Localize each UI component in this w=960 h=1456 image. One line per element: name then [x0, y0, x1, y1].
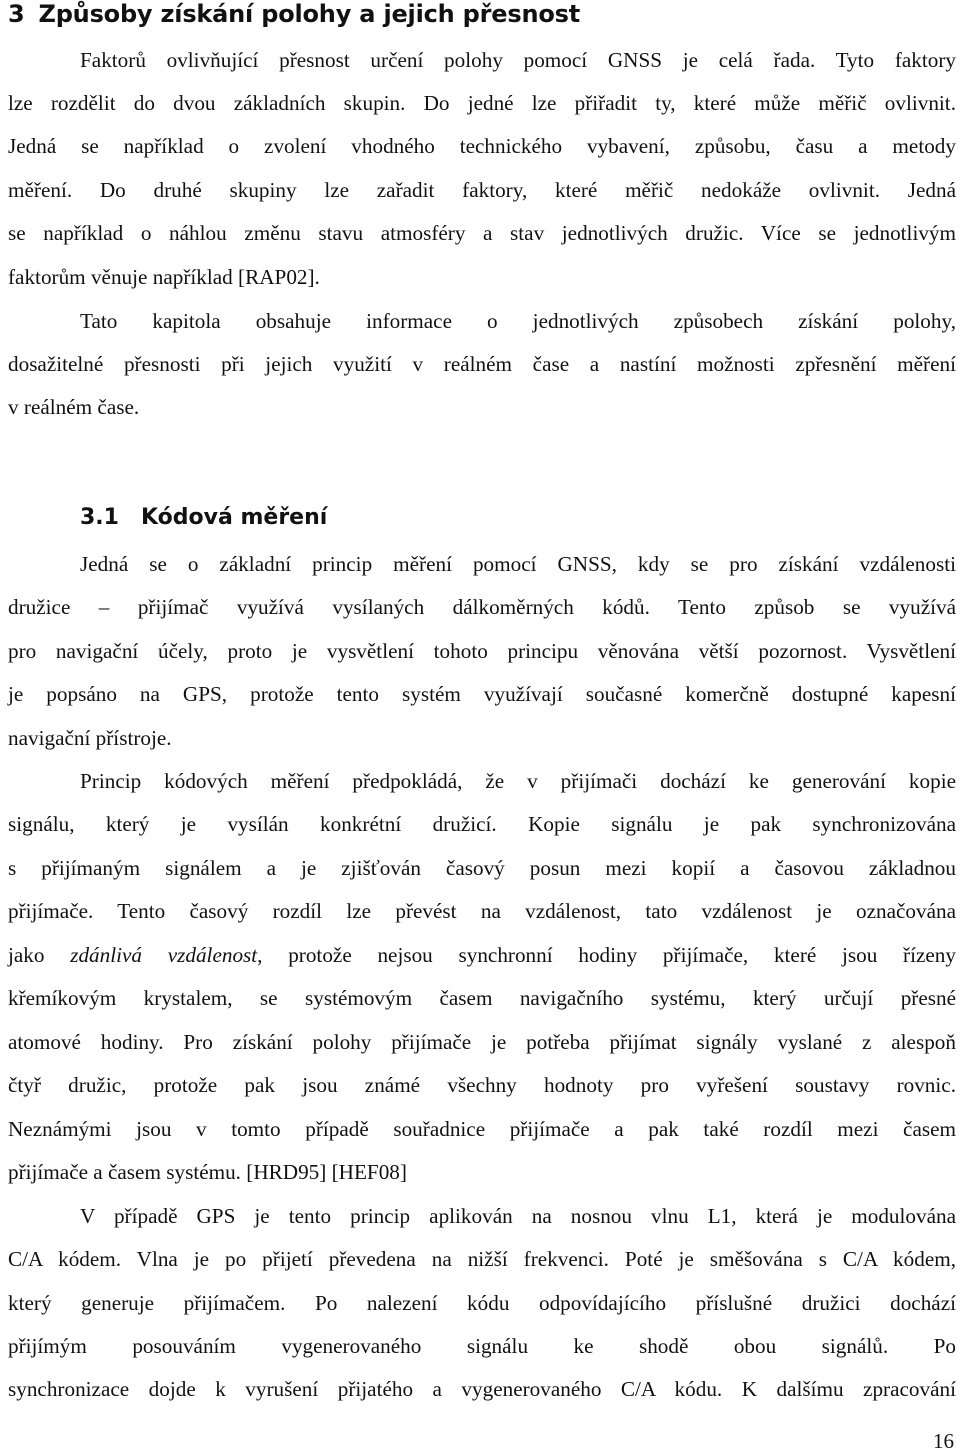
- text-line: křemíkovým krystalem, se systémovým časem navigačního systému, který určují přesné: [8, 986, 956, 1010]
- italic-term: zdánlivá vzdálenost: [70, 943, 258, 967]
- text-line: Jedná se například o zvolení vhodného technického vybavení, způsobu, času a metody: [8, 134, 956, 158]
- text-line: signálu, který je vysílán konkrétní družicí. Kopie signálu je pak synchronizována: [8, 812, 956, 836]
- text-line: Jedná se o základní princip měření pomocí GNSS, kdy se pro získání vzdálenosti: [80, 552, 956, 576]
- text-line: Faktorů ovlivňující přesnost určení polohy pomocí GNSS je celá řada. Tyto faktory: [80, 48, 956, 72]
- text-run: jako: [8, 943, 71, 967]
- text-line: s přijímaným signálem a je zjišťován časový posun mezi kopií a časovou základnou: [8, 856, 956, 880]
- text-line: družice – přijímač využívá vysílaných dálkoměrných kódů. Tento způsob se využívá: [8, 595, 956, 619]
- text-line: faktorům věnuje například [RAP02].: [8, 265, 320, 289]
- text-line: čtyř družic, protože pak jsou známé všechny hodnoty pro vyřešení soustavy rovnic.: [8, 1073, 956, 1097]
- text-line: přijímým posouváním vygenerovaného signálu ke shodě obou signálů. Po: [8, 1334, 956, 1358]
- text-line: je popsáno na GPS, protože tento systém využívají současné komerčně dostupné kapesní: [8, 682, 956, 706]
- text-line: pro navigační účely, proto je vysvětlení tohoto principu věnována větší pozornost. Vysvětlení: [8, 639, 956, 663]
- text-line: přijímače. Tento časový rozdíl lze převést na vzdálenost, tato vzdálenost je označována: [8, 899, 956, 923]
- section-title: Kódová měření: [140, 505, 328, 530]
- text-line: měření. Do druhé skupiny lze zařadit faktory, které měřič nedokáže ovlivnit. Jedná: [8, 178, 956, 202]
- text-line: v reálném čase.: [8, 395, 140, 419]
- chapter-title: Způsoby získání polohy a jejich přesnost: [38, 0, 580, 28]
- section-number: 3.1: [80, 505, 119, 530]
- text-line: lze rozdělit do dvou základních skupin. Do jedné lze přiřadit ty, které může měřič ovlivnit.: [8, 91, 956, 115]
- text-line: Neznámými jsou v tomto případě souřadnice přijímače a pak také rozdíl mezi časem: [8, 1117, 956, 1141]
- text-line: přijímače a časem systému. [HRD95] [HEF08]: [8, 1160, 407, 1184]
- text-line: V případě GPS je tento princip aplikován na nosnou vlnu L1, která je modulována: [80, 1204, 956, 1228]
- page-number: 16: [933, 1429, 954, 1453]
- text-line: synchronizace dojde k vyrušení přijatého a vygenerovaného C/A kódu. K dalšímu zpracování: [8, 1377, 956, 1401]
- text-line: který generuje přijímačem. Po nalezení kódu odpovídajícího příslušné družici dochází: [8, 1291, 956, 1315]
- text-line: dosažitelné přesnosti při jejich využití v reálném čase a nastíní možnosti zpřesnění měření: [8, 352, 956, 376]
- text-line-with-italic: [8, 940, 956, 970]
- text-line: Tato kapitola obsahuje informace o jednotlivých způsobech získání polohy,: [80, 309, 956, 333]
- text-line: C/A kódem. Vlna je po přijetí převedena na nižší frekvenci. Poté je směšována s C/A kódem,: [8, 1247, 956, 1271]
- text-line: Princip kódových měření předpokládá, že v přijímači dochází ke generování kopie: [80, 769, 956, 793]
- text-line: se například o náhlou změnu stavu atmosféry a stav jednotlivých družic. Více se jednotlivým: [8, 221, 956, 245]
- text-line: navigační přístroje.: [8, 726, 172, 750]
- chapter-number: 3: [8, 0, 25, 28]
- section-heading: [80, 504, 327, 532]
- text-line: atomové hodiny. Pro získání polohy přijímače je potřeba přijímat signály vyslané z alespoň: [8, 1030, 956, 1054]
- text-run: , protože nejsou synchronní hodiny přijímače, které jsou řízeny: [257, 943, 956, 967]
- chapter-heading: [8, 0, 580, 28]
